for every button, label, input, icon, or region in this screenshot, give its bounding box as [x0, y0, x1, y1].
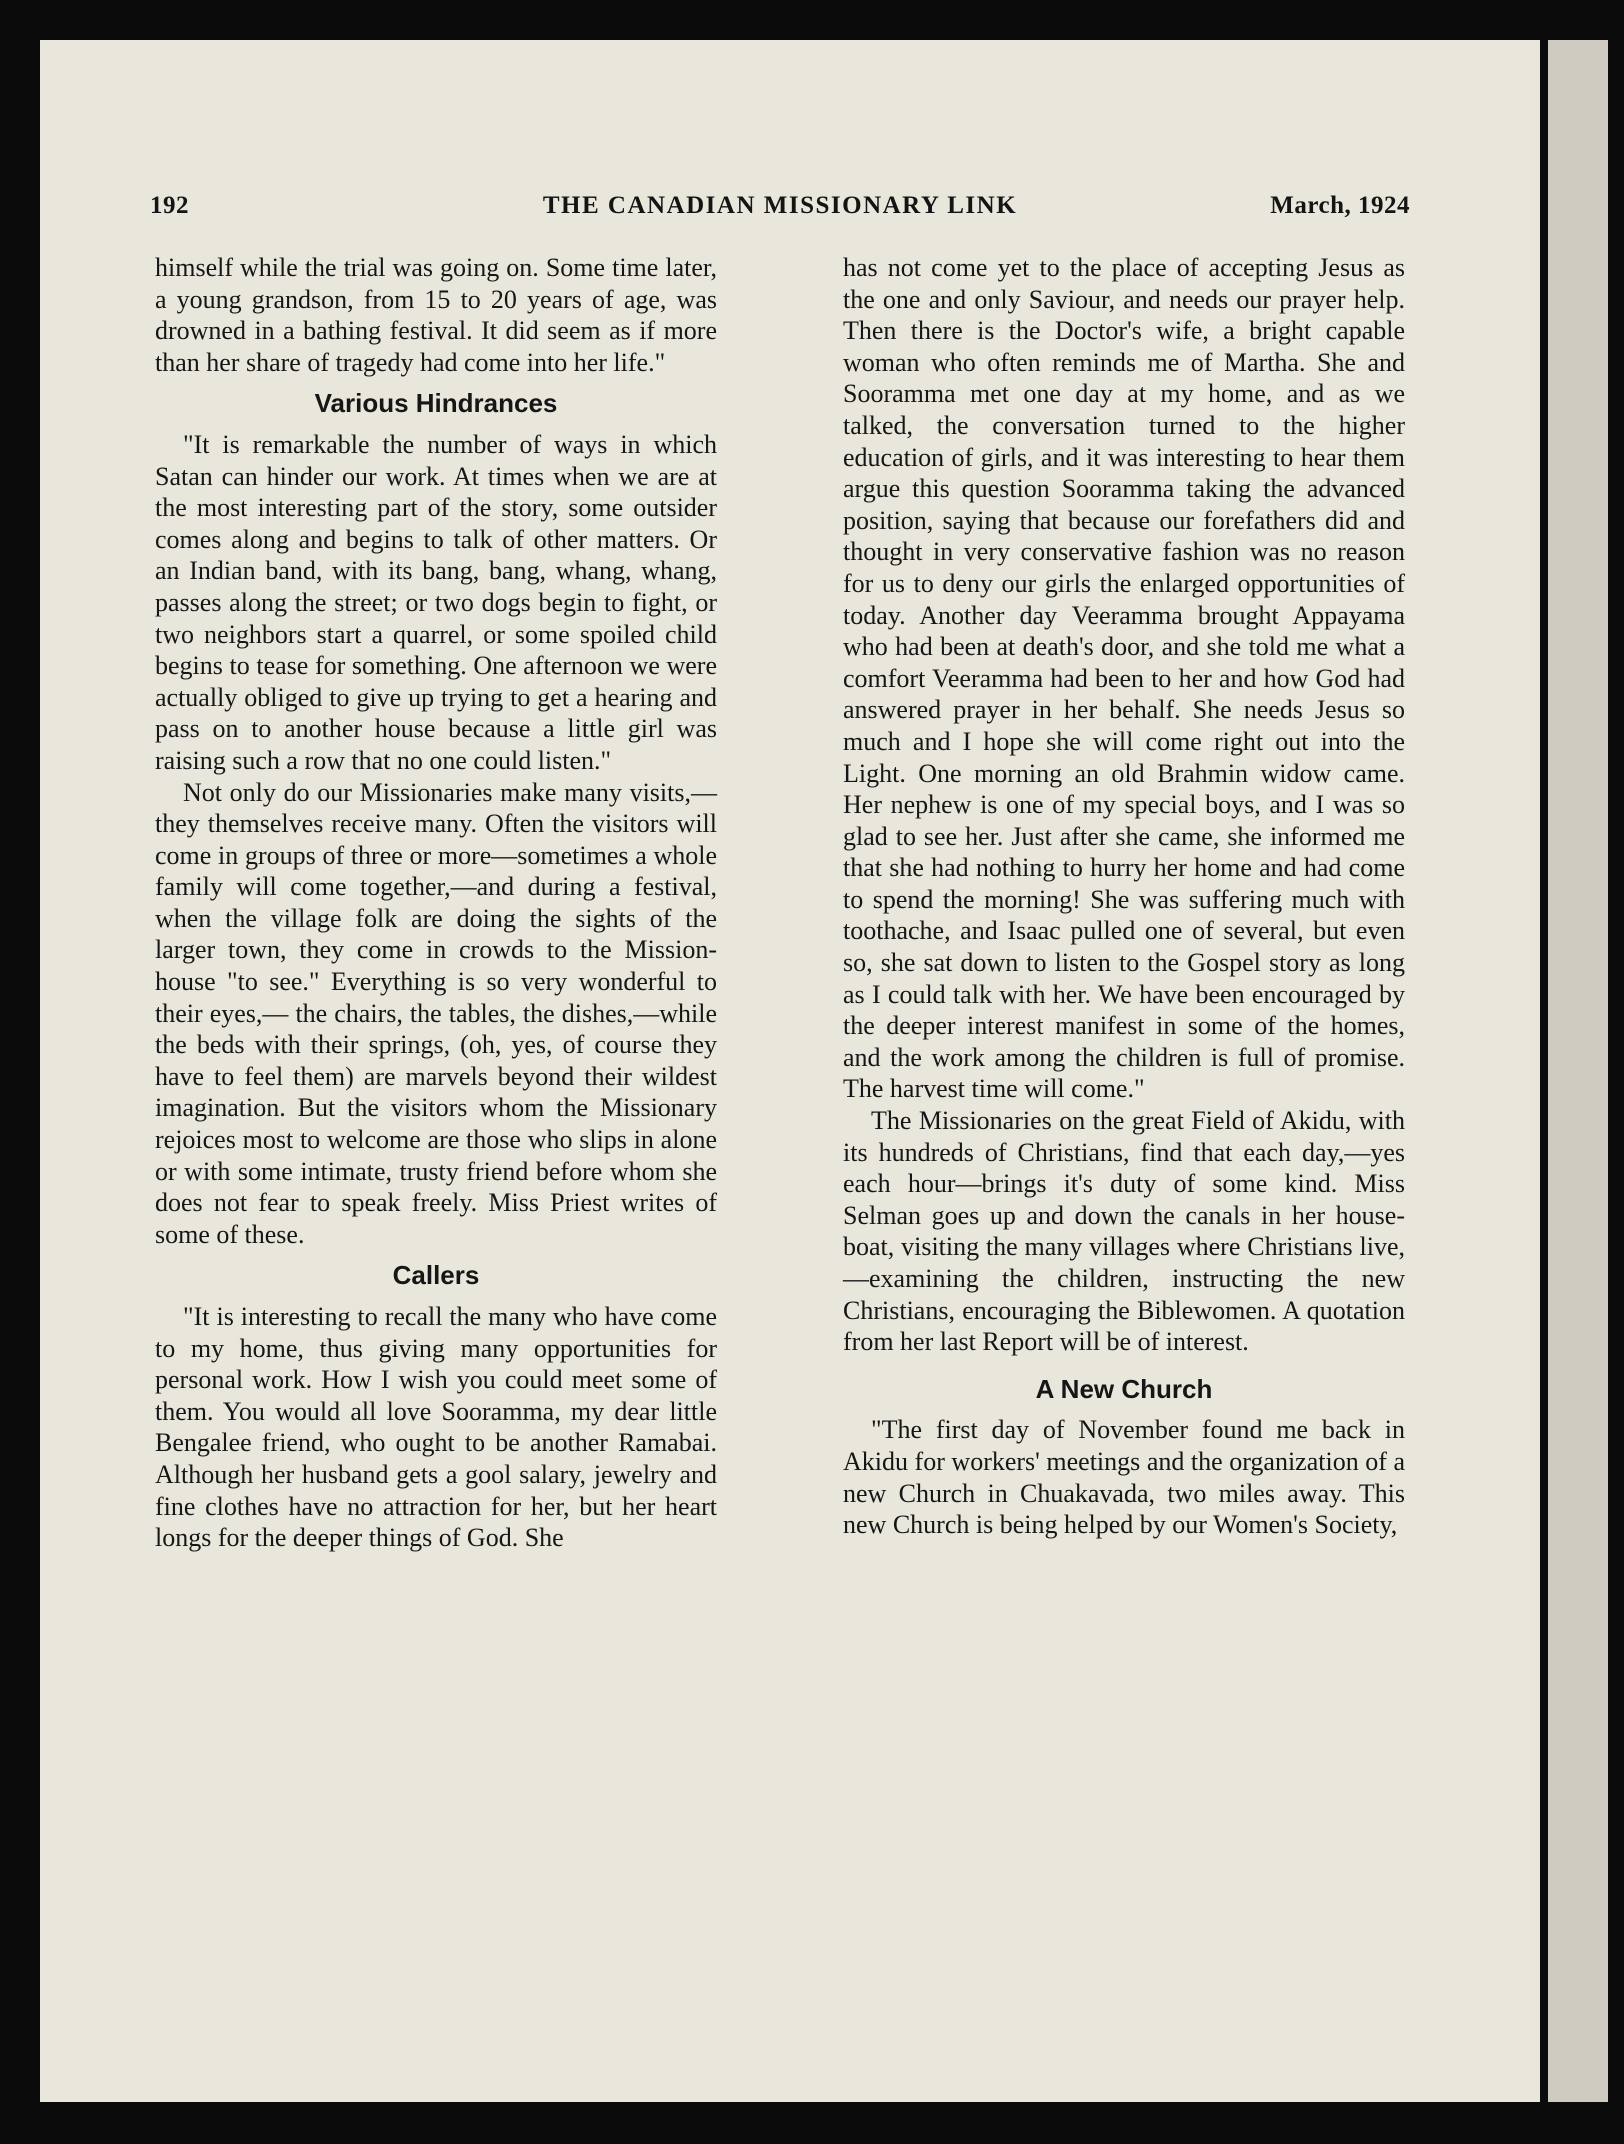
facing-page-edge — [1548, 40, 1608, 2102]
right-column — [843, 252, 1405, 1541]
running-header — [150, 192, 1410, 232]
issue-date: March, 1924 — [1270, 192, 1410, 219]
section-heading-a-new-church: A New Church — [1035, 1373, 1213, 1404]
left-column — [155, 252, 717, 1554]
paragraph: "It is interesting to recall the many who have come to my home, thus giving many opportunities for personal work. How I wish you could meet some of them. You would all love Sooramma, my dear little Bengalee friend, who ought to be another Ramabai. Although her husband gets a gool salary, jewelry and fine clothes have no attraction for her, but her heart longs for the deeper things of God. She — [155, 1302, 717, 1553]
paragraph: Not only do our Missionaries make many visits,—they themselves receive many. Often the visitors will come in groups of three or more—sometimes a whole family will come together,—and during a festival, when the village folk are doing the sights of the larger town, they come in crowds to the Mission-house "to see." Everything is so very wonderful to their eyes,— the chairs, the tables, the dishes,—while the beds with their springs, (oh, yes, of course they have to feel them) are marvels beyond their wildest imagination. But the visitors whom the Missionary rejoices most to welcome are those who slips in alone or with some intimate, trusty friend before whom she does not fear to speak freely. Miss Priest writes of some of these. — [155, 777, 717, 1249]
section-heading-various-hindrances: Various Hindrances — [314, 388, 558, 419]
paragraph: "It is remarkable the number of ways in which Satan can hinder our work. At times when we are at the most interesting part of the story, some outsider comes along and begins to talk of other matters. Or an Indian band, with its bang, bang, whang, whang, passes along the street; or two dogs begin to fight, or two neighbors start a quarrel, or some spoiled child begins to tease for something. One afternoon we were actually obliged to give up trying to get a hearing and pass on to another house because a little girl was raising such a row that no one could listen." — [155, 429, 717, 775]
paragraph: "The first day of November found me back in Akidu for workers' meetings and the organization of a new Church in Chuakavada, two miles away. This new Church is being helped by our Women's Society, — [843, 1415, 1405, 1540]
page-number: 192 — [150, 192, 189, 219]
paragraph: has not come yet to the place of accepting Jesus as the one and only Saviour, and needs our prayer help. Then there is the Doctor's wife, a bright capable woman who often reminds me of Martha. She and Sooramma met one day at my home, and as we talked, the conversation turned to the higher education of girls, and it was interesting to hear them argue this question Sooramma taking the advanced position, saying that because our forefathers did and thought in very conservative fashion was no reason for us to deny our girls the enlarged opportunities of today. Another day Veeramma brought Appayama who had been at death's door, and she told me what a comfort Veeramma had been to her and how God had answered prayer in her behalf. She needs Jesus so much and I hope she will come right out into the Light. One morning an old Brahmin widow came. Her nephew is one of my special boys, and I was so glad to see her. Just after she came, she informed me that she had nothing to hurry her home and had come to spend the morning! She was suffering much with toothache, and Isaac pulled one of several, but even so, she sat down to listen to the Gospel story as long as I could talk with her. We have been encouraged by the deeper interest manifest in some of the homes, and the work among the children is full of promise. The harvest time will come." — [843, 253, 1405, 1104]
paragraph: The Missionaries on the great Field of Akidu, with its hundreds of Christians, find that each day,—yes each hour—brings it's duty of some kind. Miss Selman goes up and down the canals in her house-boat, visiting the many villages where Christians live,—examining the children, instructing the new Christians, encouraging the Biblewomen. A quotation from her last Report will be of interest. — [843, 1106, 1405, 1357]
paragraph: himself while the trial was going on. Some time later, a young grandson, from 15 to 20 years of age, was drowned in a bathing festival. It did seem as if more than her share of tragedy had come into her life." — [155, 253, 717, 377]
journal-title: THE CANADIAN MISSIONARY LINK — [542, 192, 1018, 219]
section-heading-callers: Callers — [392, 1260, 480, 1291]
